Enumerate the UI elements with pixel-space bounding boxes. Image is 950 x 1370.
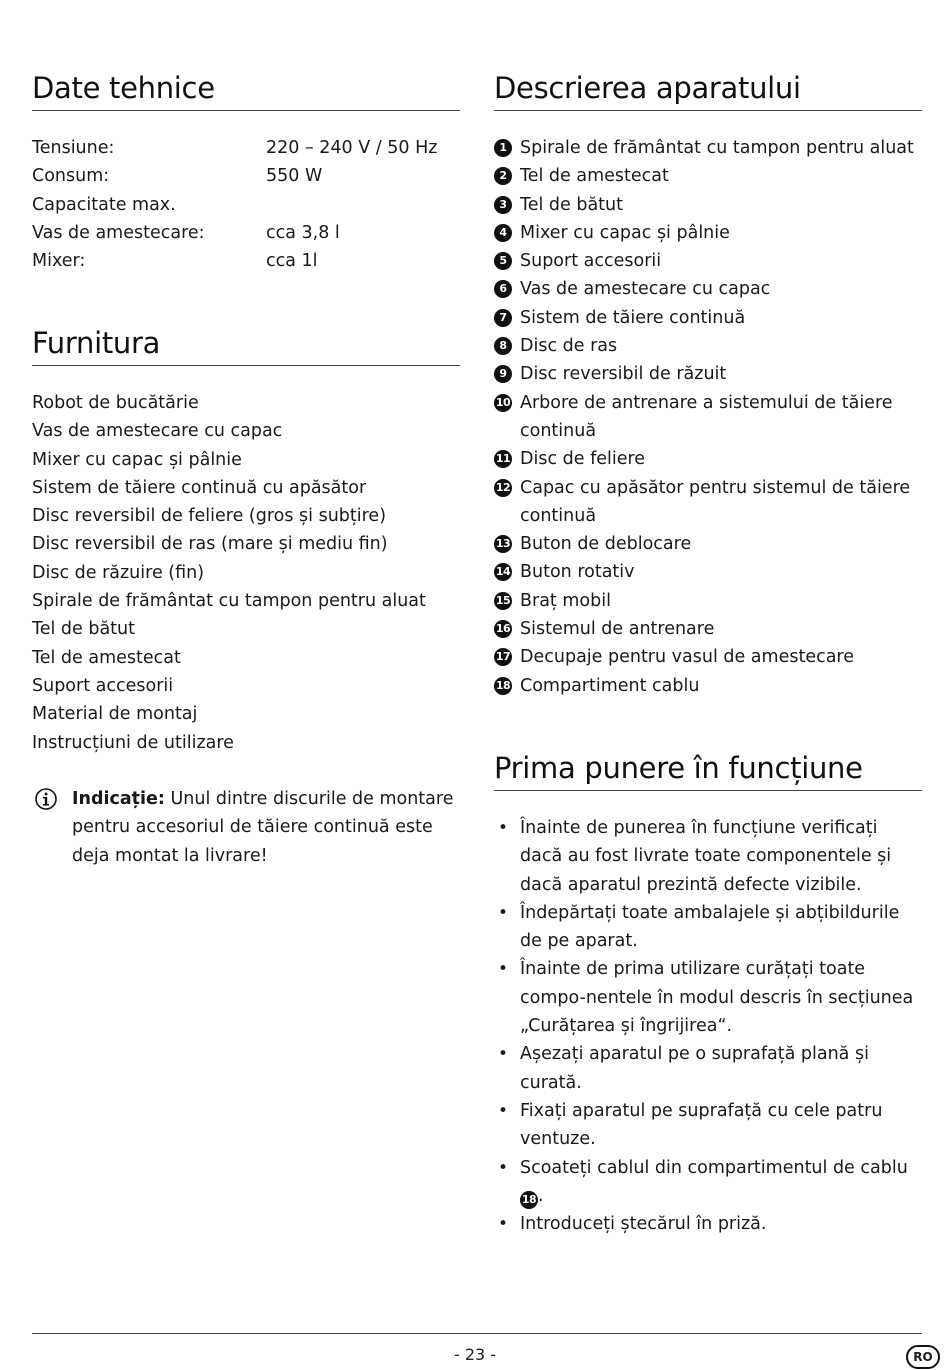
part-item-17 bbox=[494, 643, 922, 671]
bullet-icon: • bbox=[498, 1157, 509, 1178]
number-badge: 9 bbox=[494, 365, 512, 383]
part-label: Vas de amestecare cu capac bbox=[520, 279, 771, 300]
bullet-icon: • bbox=[498, 1044, 509, 1065]
step-text: Introduceți ștecărul în priză. bbox=[520, 1214, 767, 1235]
first-use-step bbox=[494, 955, 922, 1040]
first-use-step bbox=[494, 1210, 922, 1238]
part-item-11 bbox=[494, 445, 922, 473]
list-item: Sistem de tăiere continuă cu apăsător bbox=[32, 477, 367, 498]
number-badge: 15 bbox=[494, 592, 512, 610]
first-use-title: Prima punere în funcțiune bbox=[494, 750, 922, 791]
part-item-15 bbox=[494, 587, 922, 615]
number-badge: 3 bbox=[494, 196, 512, 214]
part-label: Buton de deblocare bbox=[520, 534, 692, 555]
part-label: Sistemul de antrenare bbox=[520, 619, 715, 640]
step-text: Înainte de prima utilizare curățați toate compo-nentele în modul descris în secțiunea „Curățarea și îngrijirea“. bbox=[520, 959, 914, 1037]
part-label: Tel de amestecat bbox=[520, 166, 669, 187]
spec-row-voltage bbox=[32, 134, 460, 162]
step-text: Scoateți cablul din compartimentul de cablu bbox=[520, 1157, 908, 1178]
list-item: Robot de bucătărie bbox=[32, 393, 199, 413]
spec-label: Capacitate max. bbox=[32, 194, 176, 215]
list-item: Vas de amestecare cu capac bbox=[32, 421, 283, 442]
part-label: Spirale de frământat cu tampon pentru aluat bbox=[520, 138, 914, 158]
number-badge: 5 bbox=[494, 252, 512, 270]
part-item-13 bbox=[494, 530, 922, 558]
part-label: Suport accesorii bbox=[520, 251, 662, 272]
spec-value: cca 3,8 l bbox=[266, 222, 340, 243]
list-item: Disc reversibil de feliere (gros și subțire) bbox=[32, 506, 387, 527]
number-badge: 8 bbox=[494, 337, 512, 355]
part-item-7 bbox=[494, 304, 922, 332]
list-item: Instrucțiuni de utilizare bbox=[32, 732, 234, 753]
number-badge: 4 bbox=[494, 224, 512, 242]
number-badge: 12 bbox=[494, 479, 512, 497]
part-label: Capac cu apăsător pentru sistemul de tăiere continuă bbox=[520, 477, 911, 526]
part-label: Braț mobil bbox=[520, 590, 611, 611]
technical-data-table bbox=[32, 134, 460, 275]
part-label: Disc de feliere bbox=[520, 449, 646, 470]
language-badge: RO bbox=[906, 1345, 940, 1369]
step-text: Îndepărtați toate ambalajele și abțibildurile de pe aparat. bbox=[520, 902, 900, 952]
part-label: Buton rotativ bbox=[520, 562, 635, 583]
step-text: Înainte de punerea în funcțiune verificați dacă au fost livrate toate componentele și dacă aparatul prezintă defecte vizibile. bbox=[520, 818, 892, 895]
part-label: Disc de ras bbox=[520, 336, 618, 357]
part-item-3 bbox=[494, 191, 922, 219]
spec-label: Vas de amestecare: bbox=[32, 222, 205, 243]
note-text bbox=[32, 785, 460, 870]
page-number: - 23 - bbox=[453, 1345, 497, 1364]
part-item-6 bbox=[494, 275, 922, 303]
first-use-step bbox=[494, 814, 922, 899]
device-description-title: Descrierea aparatului bbox=[494, 70, 922, 111]
first-use-step bbox=[494, 1154, 922, 1211]
number-badge: 18 bbox=[520, 1191, 538, 1209]
spec-label: Tensiune: bbox=[32, 138, 115, 158]
part-item-10 bbox=[494, 389, 922, 446]
part-item-5 bbox=[494, 247, 922, 275]
first-use-list bbox=[494, 814, 922, 1238]
first-use-step bbox=[494, 899, 922, 956]
number-badge: 17 bbox=[494, 648, 512, 666]
spec-value: cca 1l bbox=[266, 251, 318, 272]
spec-row-bowl bbox=[32, 219, 460, 247]
list-item: Material de montaj bbox=[32, 704, 198, 725]
list-item: Tel de bătut bbox=[32, 619, 135, 640]
number-badge: 16 bbox=[494, 620, 512, 638]
number-badge: 6 bbox=[494, 280, 512, 298]
part-item-12 bbox=[494, 474, 922, 531]
spec-label: Mixer: bbox=[32, 251, 86, 272]
spec-row-power bbox=[32, 162, 460, 190]
part-label: Disc reversibil de răzuit bbox=[520, 364, 727, 385]
number-badge: 10 bbox=[494, 394, 512, 412]
first-use-step bbox=[494, 1040, 922, 1097]
note-label: Indicație: bbox=[72, 789, 165, 809]
technical-data-title: Date tehnice bbox=[32, 70, 460, 111]
note-body: Unul dintre discurile de montare pentru accesoriul de tăiere continuă este deja montat la livrare! bbox=[72, 789, 454, 866]
first-use-step bbox=[494, 1097, 922, 1154]
bullet-icon: • bbox=[498, 818, 509, 838]
number-badge: 14 bbox=[494, 563, 512, 581]
number-badge: 2 bbox=[494, 167, 512, 185]
part-label: Decupaje pentru vasul de amestecare bbox=[520, 647, 855, 668]
spec-label: Consum: bbox=[32, 166, 110, 187]
number-badge: 1 bbox=[494, 139, 512, 157]
device-parts-list bbox=[494, 134, 922, 700]
note-box bbox=[32, 785, 460, 870]
step-text: Fixați aparatul pe suprafață cu cele patru ventuze. bbox=[520, 1100, 883, 1150]
step-suffix: . bbox=[538, 1185, 544, 1206]
part-item-8 bbox=[494, 332, 922, 360]
number-badge: 7 bbox=[494, 309, 512, 327]
supplied-items-title: Furnitura bbox=[32, 325, 460, 366]
spec-value: 220 – 240 V / 50 Hz bbox=[266, 138, 438, 158]
number-badge: 13 bbox=[494, 535, 512, 553]
part-item-16 bbox=[494, 615, 922, 643]
number-badge: 18 bbox=[494, 677, 512, 695]
part-label: Sistem de tăiere continuă bbox=[520, 307, 746, 328]
number-badge: 11 bbox=[494, 450, 512, 468]
part-item-18 bbox=[494, 672, 922, 700]
spec-row-capacity bbox=[32, 191, 460, 219]
list-item: Disc reversibil de ras (mare și mediu fin) bbox=[32, 534, 388, 555]
info-icon bbox=[35, 788, 57, 810]
bullet-icon: • bbox=[498, 1100, 509, 1121]
step-text: Așezați aparatul pe o suprafață plană și curată. bbox=[520, 1044, 869, 1093]
part-item-2 bbox=[494, 162, 922, 190]
part-item-14 bbox=[494, 558, 922, 586]
list-item: Mixer cu capac și pâlnie bbox=[32, 449, 242, 470]
bullet-icon: • bbox=[498, 959, 509, 980]
part-label: Mixer cu capac și pâlnie bbox=[520, 222, 730, 243]
supplied-items-list bbox=[32, 389, 460, 757]
footer-divider bbox=[32, 1333, 922, 1334]
part-label: Arbore de antrenare a sistemului de tăiere continuă bbox=[520, 392, 893, 441]
list-item: Tel de amestecat bbox=[32, 647, 181, 668]
part-label: Tel de bătut bbox=[520, 194, 623, 215]
part-item-4 bbox=[494, 219, 922, 247]
spec-row-mixer bbox=[32, 247, 460, 275]
part-item-1 bbox=[494, 134, 922, 162]
part-label: Compartiment cablu bbox=[520, 675, 700, 696]
part-item-9 bbox=[494, 360, 922, 388]
list-item: Disc de răzuire (fin) bbox=[32, 562, 205, 583]
bullet-icon: • bbox=[498, 902, 509, 923]
list-item: Spirale de frământat cu tampon pentru aluat bbox=[32, 591, 426, 612]
list-item: Suport accesorii bbox=[32, 675, 174, 696]
bullet-icon: • bbox=[498, 1214, 509, 1235]
spec-value: 550 W bbox=[266, 166, 323, 187]
